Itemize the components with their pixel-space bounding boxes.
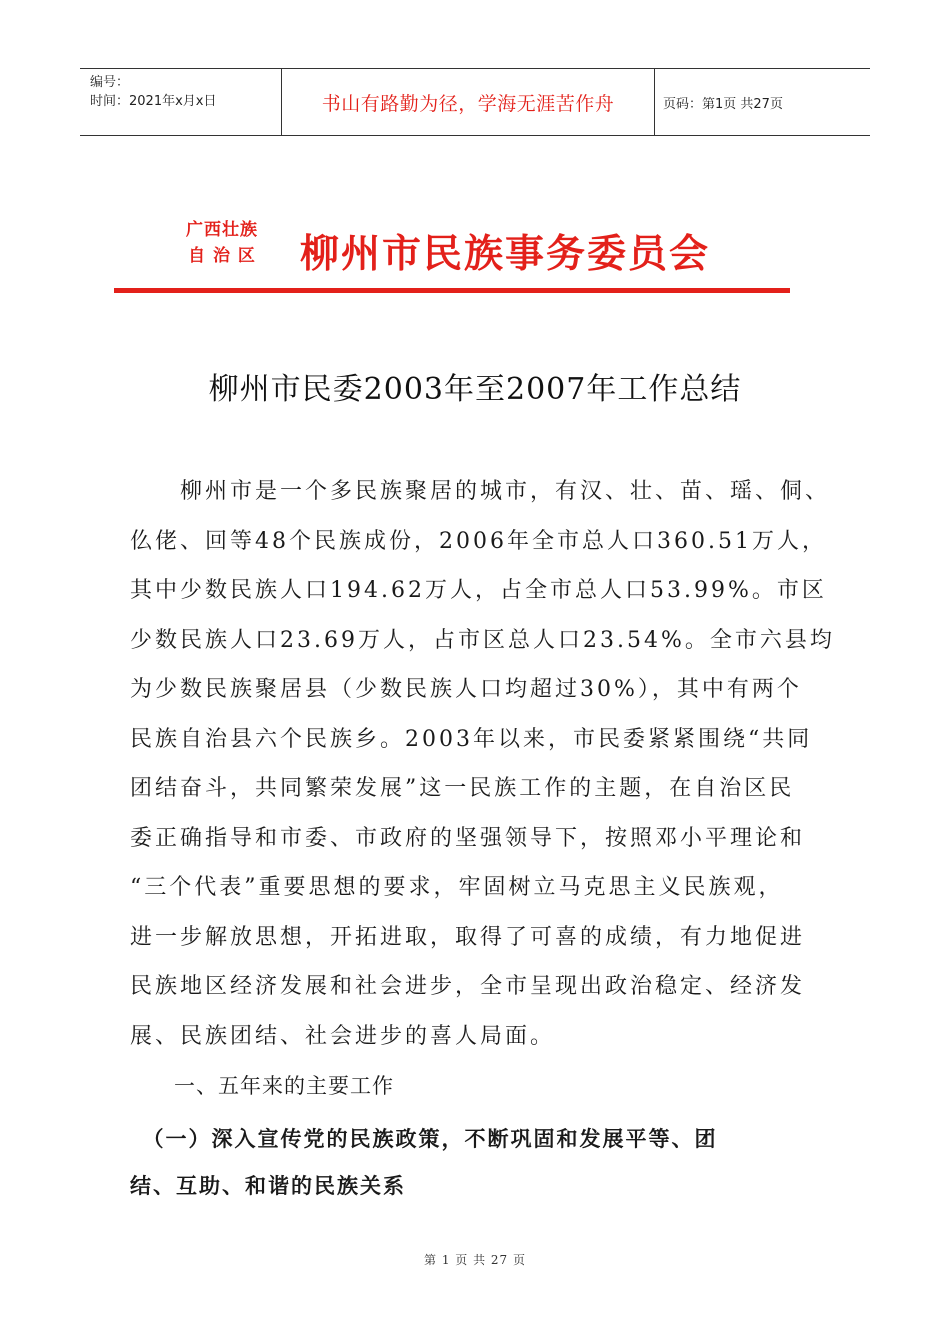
body-line: 展、民族团结、社会进步的喜人局面。 [130, 1024, 556, 1049]
region-label [172, 217, 272, 269]
document-header-table [80, 68, 870, 136]
region-line-2: 自 治 区 [188, 246, 256, 266]
number-label: 编号： [90, 75, 130, 90]
letterhead-red-rule [114, 288, 790, 293]
subsection-heading-line-2: 结、互助、和谐的民族关系 [130, 1174, 406, 1198]
motto-text: 书山有路勤为径，学海无涯苦作舟 [321, 92, 615, 115]
body-line: 进一步解放思想，开拓进取，取得了可喜的成绩，有力地促进 [130, 925, 806, 950]
body-line: 柳州市是一个多民族聚居的城市，有汉、壮、苗、瑶、侗、 [130, 479, 831, 504]
page-footer: 第 1 页 共 27 页 [424, 1253, 526, 1267]
body-line: “三个代表”重要思想的要求，牢固树立马克思主义民族观， [130, 875, 784, 900]
header-meta-cell [80, 69, 282, 135]
body-line: 民族地区经济发展和社会进步，全市呈现出政治稳定、经济发 [130, 974, 806, 999]
letterhead [172, 205, 792, 285]
body-line: 委正确指导和市委、市政府的坚强领导下，按照邓小平理论和 [130, 826, 806, 851]
header-page-cell [655, 69, 870, 135]
subsection-heading-line-1: （一）深入宣传党的民族政策，不断巩固和发展平等、团 [130, 1127, 718, 1151]
region-line-1: 广西壮族 [186, 220, 258, 240]
time-label: 时间：2021年x月x日 [90, 94, 217, 109]
body-line: 仫佬、回等48个民族成份，2006年全市总人口360.51万人， [130, 529, 827, 554]
body-line: 民族自治县六个民族乡。2003年以来，市民委紧紧围绕“共同 [130, 727, 813, 752]
body-line: 其中少数民族人口194.62万人，占全市总人口53.99%。市区 [130, 578, 827, 603]
body-line: 为少数民族聚居县（少数民族人口均超过30%），其中有两个 [130, 677, 802, 702]
document-title: 柳州市民委2003年至2007年工作总结 [208, 372, 742, 407]
page-code: 页码：第1页 共27页 [663, 96, 783, 112]
body-line: 团结奋斗，共同繁荣发展”这一民族工作的主题，在自治区民 [130, 776, 795, 801]
header-motto-cell [282, 69, 655, 135]
section-heading: 一、五年来的主要工作 [130, 1074, 394, 1098]
organization-name: 柳州市民族事务委员会 [300, 231, 711, 277]
body-line: 少数民族人口23.69万人，占市区总人口23.54%。全市六县均 [130, 628, 835, 653]
